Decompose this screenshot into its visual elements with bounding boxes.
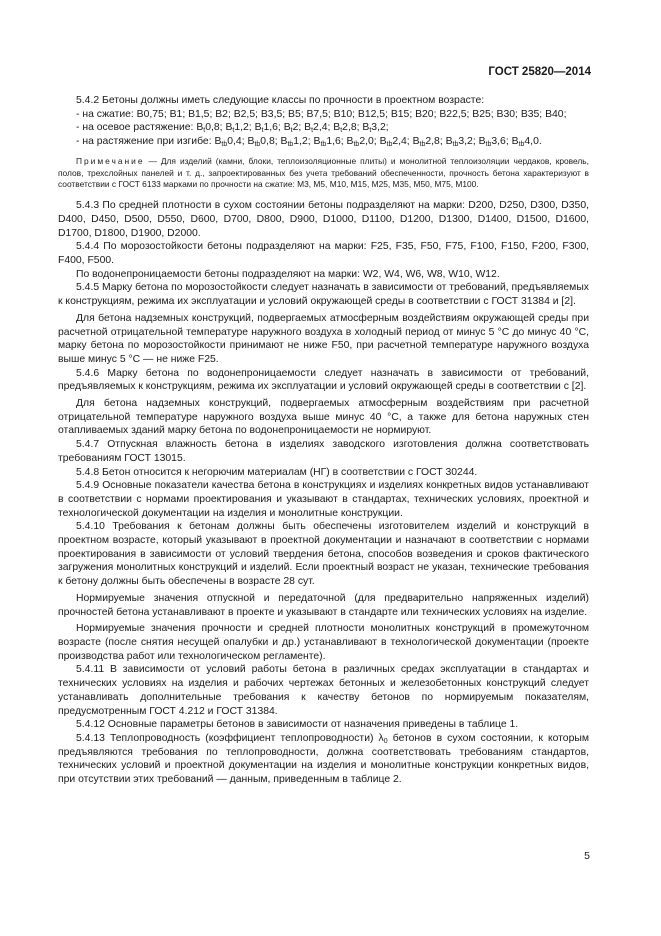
strength-class: $B_{tb}3,6$ xyxy=(478,136,506,149)
note-label: Примечание xyxy=(76,155,145,166)
strength-class: $B_t2,4$ xyxy=(304,122,328,135)
strength-class: $B_{tb}2,8$ xyxy=(412,136,440,149)
strength-class: $B_{tb}0,8$ xyxy=(247,136,275,149)
clause-5-4-12: 5.4.12 Основные параметры бетонов в зависимости от назначения приведены в таблице 1. xyxy=(76,719,519,731)
page-number: 5 xyxy=(584,850,590,862)
strength-class: $B_{tb}0,4$ xyxy=(214,136,242,149)
note-text: — Для изделий (камни, блоки, теплоизоляционные плиты) и монолитной теплоизоляции чердаков, кровель, полов, трехслойных панелей и т. д., запроектированных без учета требований обеспеченности, прочность бетона характеризуют в соответствии с ГОСТ 6133 марками по прочности на сжатие: М3, М5, М10, М15, М25, М35, М50, М75, М100. xyxy=(58,155,589,190)
clause-5-4-9: 5.4.9 Основные показатели качества бетона в конструкциях и изделиях конкретных видов устанавливают в соответствии с нормами проектирования и указывают в стандартах, технических условиях, проектной и технологической документации на изделия и монолитные конструкции. xyxy=(58,480,589,519)
strength-class: $B_t1,2$ xyxy=(225,122,249,135)
strength-class: $B_{tb}1,2$ xyxy=(280,136,308,149)
clause-5-4-6: 5.4.6 Марку бетона по водонепроницаемости следует назначать в зависимости от требований, предъявляемых к конструкциям, режима их эксплуатации и условий окружающей среды в соответствии с [2]. xyxy=(58,367,589,393)
strength-class: $B_{tb}3,2$ xyxy=(445,136,473,149)
strength-class: $B_t3,2$ xyxy=(362,122,386,135)
clause-5-4-13: 5.4.13 Теплопроводность (коэффициент теплопроводности) $\lambda_0$ бетонов в сухом состоянии, к которым предъявляются требования по теплопроводности, должна соответствовать требованиям стандартов, технических условий и проектной документации на изделия и монолитные конструкции конкретных видов, при отсутствии этих требований — данным, приведенным в таблице 2. xyxy=(58,732,589,786)
clause-5-4-7: 5.4.7 Отпускная влажность бетона в изделиях заводского изготовления должна соответствовать требованиям ГОСТ 13015. xyxy=(58,439,589,464)
water-resistance-grades: По водонепроницаемости бетоны подразделяют на марки: W2, W4, W6, W8, W10, W12. xyxy=(76,268,500,280)
bending-tension-class-list: $B_{tb}0,4$; $B_{tb}0,8$; $B_{tb}1,2$; $B_{tb}1,6$; $B_{tb}2,0$; $B_{tb}2,4$; $B_{tb}2,8$; $B_{tb}3,2$; $B_{tb}3,6$; $B_{tb}4,0$. xyxy=(214,136,542,149)
clause-5-4-3: 5.4.3 По средней плотности в сухом состоянии бетоны подразделяют на марки: D200, D250, D300, D350, D400, D450, D500, D550, D600, D700, D800, D900, D1000, D1100, D1200, D1300, D1400, D1500, D1600, D1700, D1800, D1900, D2000. xyxy=(58,200,589,239)
strength-class: $B_t0,8$ xyxy=(196,122,220,135)
strength-class: $B_{tb}2,0$ xyxy=(346,136,374,149)
strength-class: $B_t2$ xyxy=(283,122,299,135)
clause-5-4-5: 5.4.5 Марку бетона по морозостойкости следует назначать в зависимости от требований, предъявляемых к конструкциям, режима их эксплуатации и условий окружающей среды в соответствии с ГОСТ 31384 и [2]. xyxy=(58,282,589,308)
strength-class: $B_t2,8$ xyxy=(333,122,357,135)
water-resistance-above-ground: Для бетона надземных конструкций, подвергаемых атмосферным воздействиям при расчетной отрицательной температуре наружного воздуха выше минус 40 °С, а также для бетона наружных стен отапливаемых зданий марку бетона по водонепроницаемости не нормируют. xyxy=(58,398,589,437)
axial-tension-classes: - на осевое растяжение: $B_t0,8$; $B_t1,2$; $B_t1,6$; $B_t2$; $B_t2,4$; $B_t2,8$; $B_t3,2$; xyxy=(76,122,389,135)
bending-tension-classes: - на растяжение при изгибе: $B_{tb}0,4$; $B_{tb}0,8$; $B_{tb}1,2$; $B_{tb}1,6$; $B_{tb}2,0$; $B_{tb}2,4$; $B_{tb}2,8$; $B_{tb}3,2$; $B_{tb}3,6$; $B_{tb}4,0$. xyxy=(76,136,542,149)
document-body xyxy=(58,94,589,787)
document-header: ГОСТ 25820—2014 xyxy=(488,66,591,78)
clause-5-4-2: 5.4.2 Бетоны должны иметь следующие классы по прочности в проектном возрасте: xyxy=(76,95,485,106)
compressive-classes: - на сжатие: B0,75; B1; B1,5; B2; B2,5; B3,5; B5; B7,5; B10; B12,5; B15; B20; B22,5; B25; B30; B35; B40; xyxy=(76,108,567,120)
clause-5-4-8: 5.4.8 Бетон относится к негорючим материалам (НГ) в соответствии с ГОСТ 30244. xyxy=(76,466,478,478)
frost-resistance-above-ground: Для бетона надземных конструкций, подвергаемых атмосферным воздействиям окружающей среды при расчетной отрицательной температуре наружного воздуха в холодный период от минус 5 °С до минус 40 °С, марку бетона по морозостойкости принимают не ниже F50, при расчетной температуре наружного воздуха выше минус 5 °С — не ниже F25. xyxy=(58,312,589,365)
release-strength-paragraph: Нормируемые значения отпускной и передаточной (для предварительно напряженных изделий) прочностей бетона устанавливают в проекте и указывают в стандарте или технических условиях на изделие. xyxy=(58,592,589,618)
clause-5-4-10: 5.4.10 Требования к бетонам должны быть обеспечены изготовителем изделий и конструкций в проектном возрасте, который указывают в проектной документации и назначают в соответствии с нормами проектирования в зависимости от условий твердения бетона, способов возведения и сроков фактического загружения монолитных конструкций и изделий. Если проектный возраст не указан, технические требования к бетону должны быть обеспечены в возрасте 28 сут. xyxy=(58,521,589,588)
strength-class: $B_{tb}2,4$ xyxy=(379,136,407,149)
strength-class: $B_{tb}4,0$ xyxy=(511,136,539,149)
clause-5-4-4: 5.4.4 По морозостойкости бетоны подразделяют на марки: F25, F35, F50, F75, F100, F150, F200, F300, F400, F500. xyxy=(58,241,589,267)
strength-class: $B_{tb}1,6$ xyxy=(313,136,341,149)
axial-tension-class-list: $B_t0,8$; $B_t1,2$; $B_t1,6$; $B_t2$; $B_t2,4$; $B_t2,8$; $B_t3,2$; xyxy=(196,122,389,135)
clause-5-4-11: 5.4.11 В зависимости от условий работы бетона в различных средах эксплуатации в стандартах и технических условиях на изделия и рабочих чертежах бетонных и железобетонных конструкций следует устанавливать дополнительные требования к качеству бетонов по нормируемым показателям, предусмотренным ГОСТ 4.212 и ГОСТ 31384. xyxy=(58,664,589,717)
strength-class: $B_t1,6$ xyxy=(254,122,278,135)
note xyxy=(58,156,589,191)
intermediate-age-paragraph: Нормируемые значения прочности и средней плотности монолитных конструкций в промежуточном возрасте (после снятия несущей опалубки и др.) устанавливают в технологической документации (проекте производства работ или технологическом регламенте). xyxy=(58,623,589,662)
lambda-symbol: $\lambda_0$ xyxy=(378,732,388,745)
